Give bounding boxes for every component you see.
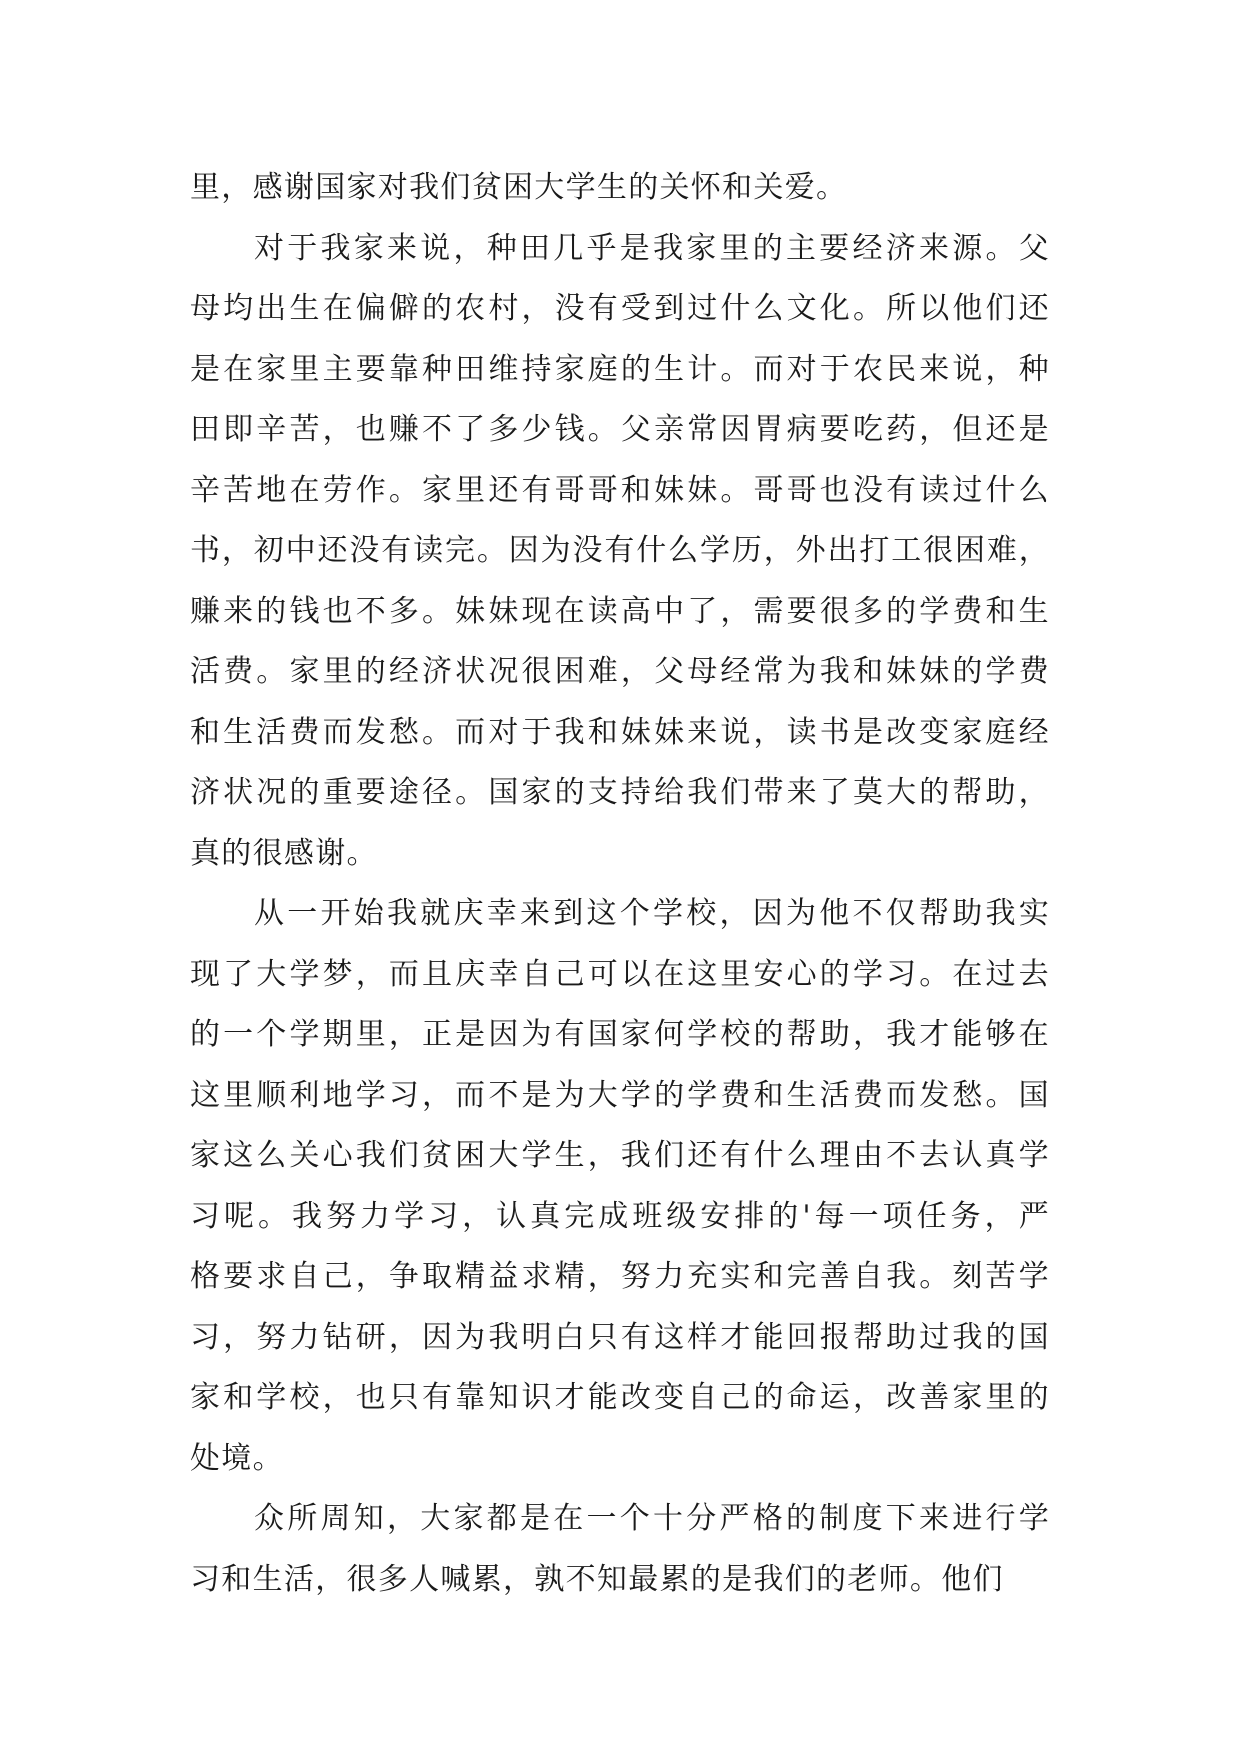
text-line: 田即辛苦，也赚不了多少钱。父亲常因胃病要吃药，但还是 xyxy=(190,412,1050,447)
text-line: 济状况的重要途径。国家的支持给我们带来了莫大的帮助， xyxy=(190,775,1050,810)
paragraph xyxy=(190,1489,1050,1610)
text-line: 对于我家来说，种田几乎是我家里的主要经济来源。父 xyxy=(254,230,1050,266)
text-line: 母均出生在偏僻的农村，没有受到过什么文化。所以他们还 xyxy=(190,291,1050,326)
text-line: 习呢。我努力学习，认真完成班级安排的'每一项任务，严 xyxy=(190,1198,1050,1234)
text-line: 这里顺利地学习，而不是为大学的学费和生活费而发愁。国 xyxy=(190,1077,1050,1113)
text-line: 辛苦地在劳作。家里还有哥哥和妹妹。哥哥也没有读过什么 xyxy=(190,472,1050,508)
text-line: 家和学校，也只有靠知识才能改变自己的命运，改善家里的 xyxy=(190,1380,1050,1415)
text-line: 现了大学梦，而且庆幸自己可以在这里安心的学习。在过去 xyxy=(190,956,1050,992)
paragraph xyxy=(190,219,1050,885)
text-line: 里，感谢国家对我们贫困大学生的关怀和关爱。 xyxy=(190,170,848,205)
document-body xyxy=(190,158,1050,1610)
paragraph xyxy=(190,884,1050,1489)
text-line: 和生活费而发愁。而对于我和妹妹来说，读书是改变家庭经 xyxy=(190,714,1050,750)
text-line: 处境。 xyxy=(190,1440,284,1476)
text-line: 活费。家里的经济状况很困难，父母经常为我和妹妹的学费 xyxy=(190,654,1050,689)
text-line: 是在家里主要靠种田维持家庭的生计。而对于农民来说，种 xyxy=(190,351,1050,387)
text-line: 真的很感谢。 xyxy=(190,835,378,871)
paragraph xyxy=(190,158,1050,219)
text-line: 书，初中还没有读完。因为没有什么学历，外出打工很困难， xyxy=(190,533,1050,568)
text-line: 的一个学期里，正是因为有国家何学校的帮助，我才能够在 xyxy=(190,1017,1050,1052)
text-line: 赚来的钱也不多。妹妹现在读高中了，需要很多的学费和生 xyxy=(190,593,1050,629)
text-line: 从一开始我就庆幸来到这个学校，因为他不仅帮助我实 xyxy=(254,896,1050,931)
text-line: 习，努力钻研，因为我明白只有这样才能回报帮助过我的国 xyxy=(190,1319,1050,1355)
text-line: 习和生活，很多人喊累，孰不知最累的是我们的老师。他们 xyxy=(190,1561,1004,1597)
text-line: 众所周知，大家都是在一个十分严格的制度下来进行学 xyxy=(254,1501,1050,1536)
text-line: 格要求自己，争取精益求精，努力充实和完善自我。刻苦学 xyxy=(190,1259,1050,1294)
text-line: 家这么关心我们贫困大学生，我们还有什么理由不去认真学 xyxy=(190,1138,1050,1173)
